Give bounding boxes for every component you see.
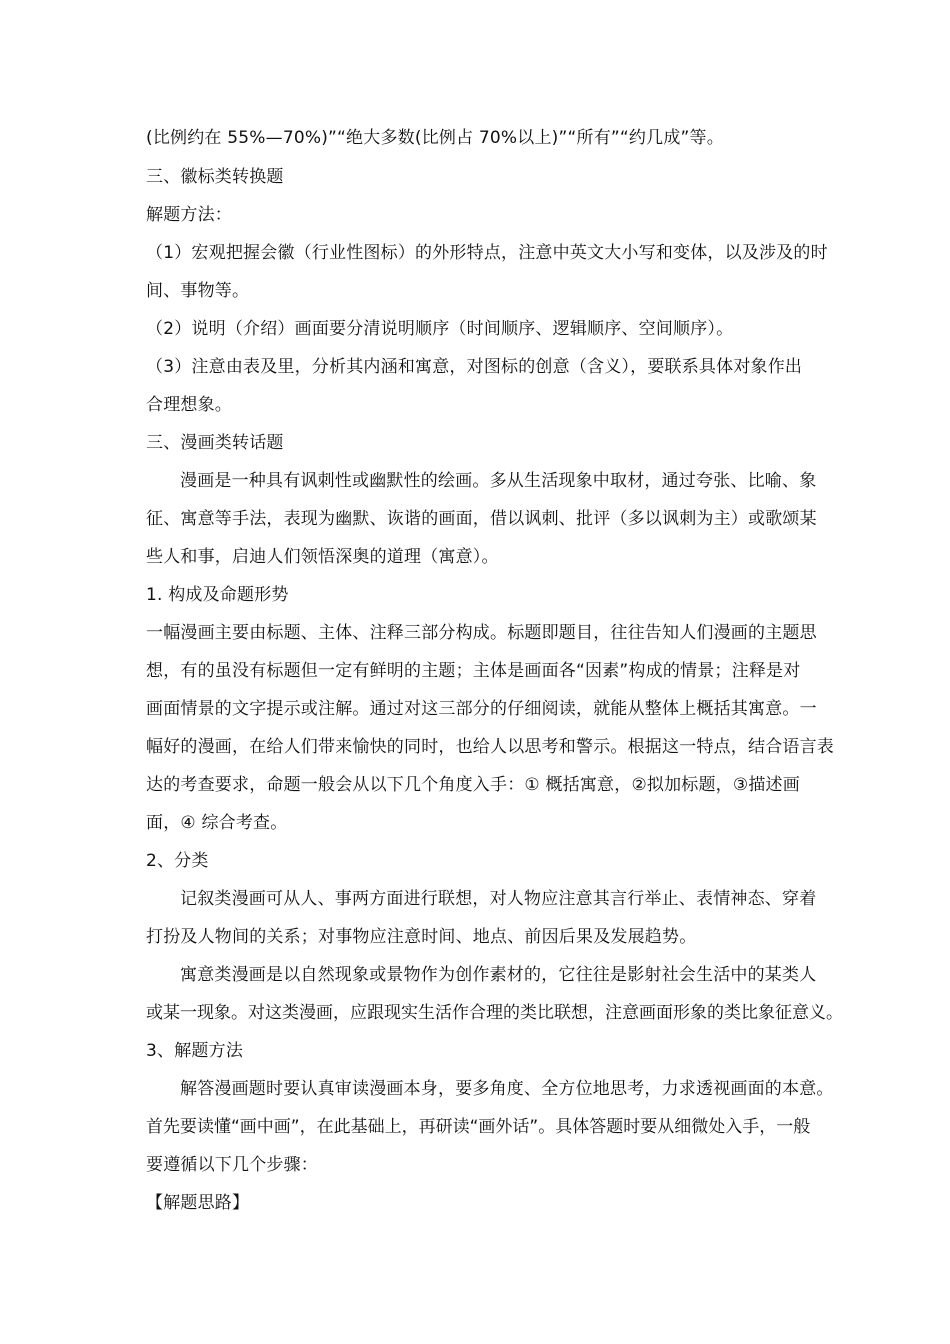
text-line: 征、寓意等手法，表现为幽默、诙谐的画面，借以讽刺、批评（多以讽刺为主）或歌颂某 (146, 509, 817, 529)
text-line: 合理想象。 (146, 395, 232, 415)
text-line: 画面情景的文字提示或注解。通过对这三部分的仔细阅读，就能从整体上概括其寓意。一 (146, 699, 817, 719)
text-line: 解答漫画题时要认真审读漫画本身，要多角度、全方位地思考，力求透视画面的本意。 (180, 1079, 834, 1099)
text-line: 或某一现象。对这类漫画，应跟现实生活作合理的类比联想，注意画面形象的类比象征意义。 (146, 1003, 843, 1023)
text-line: 首先要读懂“画中画”，在此基础上，再研读“画外话”。具体答题时要从细微处入手，一般 (146, 1117, 811, 1137)
text-line: 记叙类漫画可从人、事两方面进行联想，对人物应注意其言行举止、表情神态、穿着 (180, 889, 817, 909)
text-line: 幅好的漫画，在给人们带来愉快的同时，也给人以思考和警示。根据这一特点，结合语言表 (146, 737, 834, 757)
text-line: 漫画是一种具有讽刺性或幽默性的绘画。多从生活现象中取材，通过夸张、比喻、象 (180, 471, 817, 491)
text-line: 面，④ 综合考查。 (146, 813, 288, 833)
subsection-heading: 1. 构成及命题形势 (146, 585, 289, 605)
text-line: 打扮及人物间的关系；对事物应注意时间、地点、前因后果及发展趋势。 (146, 927, 697, 947)
text-line: 解题方法： (146, 205, 232, 225)
text-line: 达的考查要求，命题一般会从以下几个角度入手：① 概括寓意，②拟加标题，③描述画 (146, 775, 800, 795)
text-line: (比例约在 55%—70%)”“绝大多数(比例占 70%以上)”“所有”“约几成”等。 (146, 128, 724, 148)
section-heading: 三、漫画类转话题 (146, 433, 284, 453)
text-line: 一幅漫画主要由标题、主体、注释三部分构成。标题即题目，往往告知人们漫画的主题思 (146, 623, 817, 643)
text-line: （2）说明（介绍）画面要分清说明顺序（时间顺序、逻辑顺序、空间顺序）。 (146, 319, 734, 339)
subsection-heading: 2、分类 (146, 851, 209, 871)
text-line: 些人和事，启迪人们领悟深奥的道理（寓意）。 (146, 547, 499, 567)
section-heading: 三、徽标类转换题 (146, 167, 284, 187)
text-line: （3）注意由表及里，分析其内涵和寓意，对图标的创意（含义），要联系具体对象作出 (146, 357, 803, 377)
text-line: 想，有的虽没有标题但一定有鲜明的主题；主体是画面各“因素”构成的情景；注释是对 (146, 661, 801, 681)
bracket-heading: 【解题思路】 (146, 1193, 250, 1213)
text-line: 间、事物等。 (146, 281, 250, 301)
text-line: 要遵循以下几个步骤： (146, 1155, 318, 1175)
text-line: 寓意类漫画是以自然现象或景物作为创作素材的，它往往是影射社会生活中的某类人 (180, 965, 817, 985)
subsection-heading: 3、解题方法 (146, 1041, 244, 1061)
text-line: （1）宏观把握会徽（行业性图标）的外形特点，注意中英文大小写和变体，以及涉及的时 (146, 243, 828, 263)
